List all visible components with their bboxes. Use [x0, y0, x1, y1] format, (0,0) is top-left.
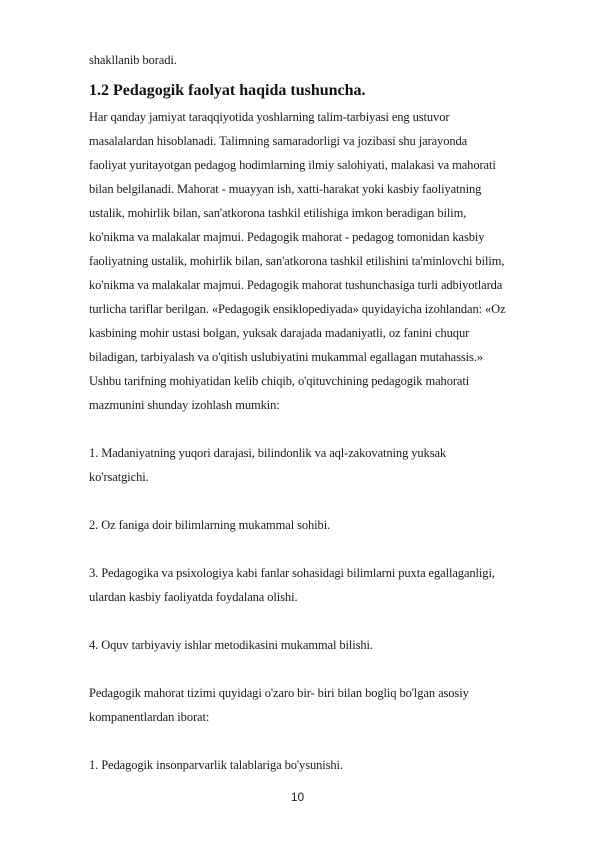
page-number: 10	[290, 790, 305, 804]
text-line: ustalik, mohirlik bilan, san'atkorona tashkil etilishiga imkon beradigan bilim,	[89, 206, 467, 220]
text-line: biladigan, tarbiyalash va o'qitish uslubiyatini mukammal egallagan mutahassis.»	[89, 350, 483, 364]
text-line: ko'nikma va malakalar majmui. Pedagogik mahorat - pedagog tomonidan kasbiy	[89, 230, 485, 244]
text-line: bilan belgilanadi. Mahorat - muayyan ish, xatti-harakat yoki kasbiy faoliyatning	[89, 182, 482, 196]
text-line: turlicha tariflar berilgan. «Pedagogik ensiklopediyada» quyidayicha izohlandan: «Oz	[89, 302, 506, 316]
text-line: mazmunini shunday izohlash mumkin:	[89, 398, 280, 412]
text-line: faoliyatning ustalik, mohirlik bilan, san'atkorona tashkil etilishini ta'minlovchi bilim,	[89, 254, 505, 268]
text-line: Pedagogik mahorat tizimi quyidagi o'zaro bir- biri bilan bogliq bo'lgan asosiy	[89, 686, 469, 700]
text-line: ko'nikma va malakalar majmui. Pedagogik mahorat tushunchasiga turli adbiyotlarda	[89, 278, 503, 292]
text-line: faoliyat yuritayotgan pedagog hodimlarning ilmiy salohiyati, malakasi va mahorati	[89, 158, 496, 172]
list-item: 1. Pedagogik insonparvarlik talablariga bo'ysunishi.	[89, 758, 343, 772]
text-line: Har qanday jamiyat taraqqiyotida yoshlarning talim-tarbiyasi eng ustuvor	[89, 110, 450, 124]
text-line: masalalardan hisoblanadi. Talimning samaradorligi va jozibasi shu jarayonda	[89, 134, 468, 148]
section-heading: 1.2 Pedagogik faolyat haqida tushuncha.	[89, 82, 366, 99]
list-item: 2. Oz faniga doir bilimlarning mukammal sohibi.	[89, 518, 331, 532]
list-item-continuation: ko'rsatgichi.	[89, 470, 149, 484]
text-line: Ushbu tarifning mohiyatidan kelib chiqib, o'qituvchining pedagogik mahorati	[89, 374, 470, 388]
list-item-continuation: ulardan kasbiy faoliyatda foydalana olishi.	[89, 590, 298, 604]
text-line: kasbining mohir ustasi bolgan, yuksak darajada madaniyatli, oz fanini chuqur	[89, 326, 470, 340]
text-line: shakllanib boradi.	[89, 53, 177, 67]
list-item: 1. Madaniyatning yuqori darajasi, bilindonlik va aql-zakovatning yuksak	[89, 446, 447, 460]
list-item: 3. Pedagogika va psixologiya kabi fanlar sohasidagi bilimlarni puxta egallaganligi,	[89, 566, 495, 580]
text-line: kompanentlardan iborat:	[89, 710, 210, 724]
list-item: 4. Oquv tarbiyaviy ishlar metodikasini mukammal bilishi.	[89, 638, 373, 652]
